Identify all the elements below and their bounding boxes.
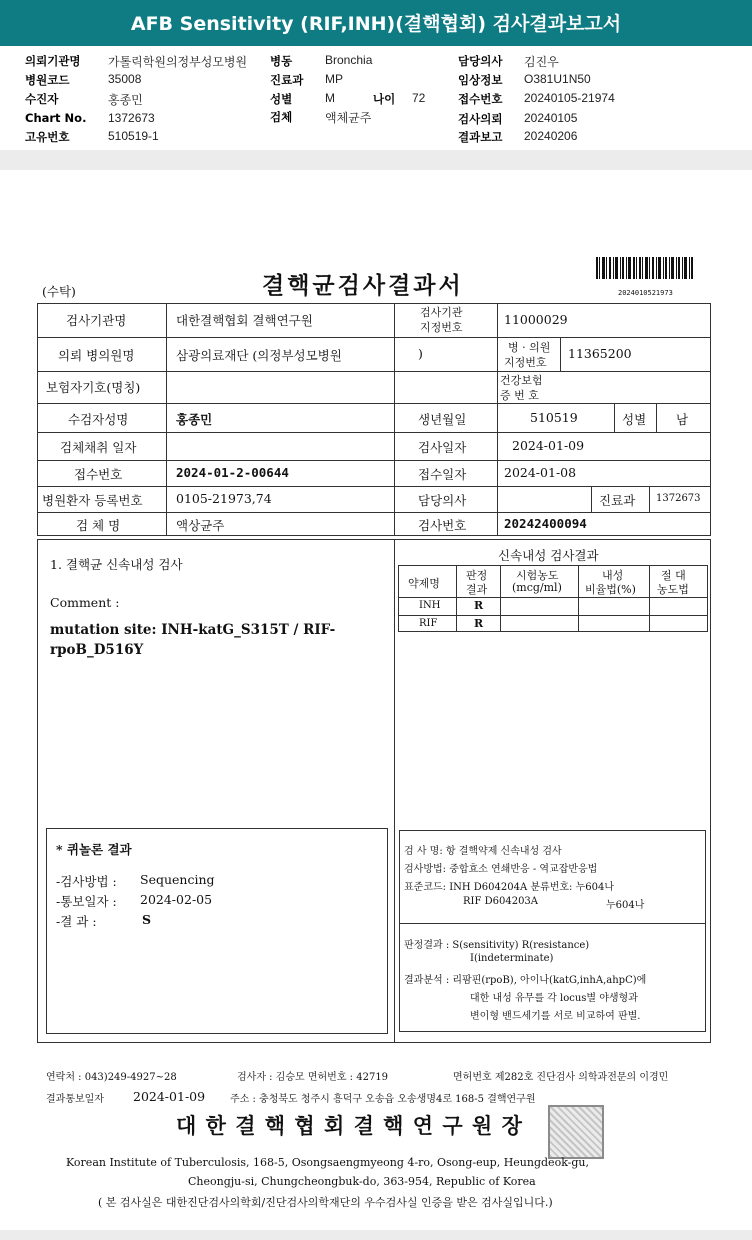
info-line: 누604나: [606, 900, 645, 911]
separator-band: [0, 150, 752, 170]
meta-label: Chart No.: [25, 111, 87, 125]
field-value: 남: [676, 412, 689, 427]
meta-value: 가톨릭학원의정부성모병원: [108, 55, 248, 69]
field-label: 검사번호: [418, 518, 467, 533]
section-heading: 1. 결핵균 신속내성 검사: [50, 557, 183, 572]
barcode-icon: [596, 257, 694, 287]
info-line: I(indeterminate): [470, 953, 554, 964]
field-value: 1372673: [656, 493, 701, 504]
info-line: 검사방법: 중합효소 연쇄반응 - 역교잡반응법: [404, 864, 598, 875]
results-title: 신속내성 검사결과: [498, 548, 599, 563]
info-line: 변이형 밴드세기를 서로 비교하여 판별.: [470, 1011, 641, 1022]
comment-label: Comment :: [50, 595, 120, 610]
field-label: 지정번호: [504, 356, 547, 369]
meta-label: 진료과: [270, 73, 304, 87]
col-header: 농도법: [657, 583, 689, 596]
info-line: 결과분석 : 리팜핀(rpoB), 아이나(katG,inhA,ahpC)에: [404, 975, 647, 986]
org-name: 대 한 결 핵 협 회 결 핵 연 구 원 장: [176, 1113, 523, 1138]
meta-label: 임상정보: [458, 73, 503, 87]
certification: ( 본 검사실은 대한진단검사의학회/진단검사의학재단의 우수검사실 인증을 받은 검사실입니다.): [98, 1196, 553, 1209]
drug-name: INH: [419, 600, 441, 611]
meta-value: O381U1N50: [524, 72, 591, 86]
seal-stamp-icon: [548, 1105, 604, 1159]
mutation-line: mutation site: INH-katG_S315T / RIF-: [50, 622, 336, 638]
col-header: 판정: [466, 569, 488, 582]
contact: 연락처 : 043)249-4927~28: [46, 1072, 177, 1083]
quinolone-label: -통보일자 :: [56, 894, 117, 909]
meta-value: 20240206: [524, 129, 578, 143]
judge-result: R: [474, 617, 484, 630]
col-header: 절 대: [661, 569, 686, 582]
address-en: Korean Institute of Tuberculosis, 168-5, Osongsaengmyeong 4-ro, Osong-eup, Heungdeok-gu,: [66, 1156, 590, 1169]
field-label: 병 · 의원: [508, 341, 551, 354]
copy-mark: (수탁): [42, 284, 76, 299]
address-en: Cheongju-si, Chungcheongbuk-do, 363-954, Republic of Korea: [188, 1175, 536, 1188]
info-line: RIF D604203A: [463, 896, 539, 907]
info-line: 대한 내성 유무를 각 locus별 야생형과: [470, 993, 638, 1004]
meta-value: 510519-1: [108, 129, 159, 143]
judge-result: R: [474, 599, 484, 612]
mutation-line: rpoB_D516Y: [50, 642, 144, 658]
field-label: 접수번호: [74, 467, 123, 482]
receipt-number: 2024-01-2-00644: [176, 465, 289, 480]
report-date-label: 결과통보일자: [46, 1094, 104, 1105]
field-label: 병원환자 등록번호: [42, 493, 143, 508]
meta-label: 고유번호: [25, 130, 70, 144]
field-value: 0105-21973,74: [176, 491, 272, 506]
document-title: 결핵균검사결과서: [262, 273, 464, 299]
field-value: 11365200: [568, 346, 632, 361]
meta-label: 검사의뢰: [458, 112, 503, 126]
meta-value: MP: [325, 72, 343, 86]
meta-value: 72: [412, 91, 426, 105]
address-ko: 주소 : 충청북도 청주시 흥덕구 오송읍 오송생명4로 168-5 결핵연구원: [230, 1094, 536, 1105]
field-label: 검사기관명: [66, 313, 127, 328]
field-value: 2024-01-09: [512, 438, 585, 453]
meta-value: Bronchia: [325, 53, 373, 67]
field-label: 수검자성명: [68, 412, 129, 427]
quinolone-label: -결 과 :: [56, 914, 97, 929]
meta-label: 병동: [270, 54, 293, 68]
report-title: AFB Sensitivity (RIF,INH)(결핵협회) 검사결과보고서: [130, 13, 622, 35]
field-label: 담당의사: [418, 493, 467, 508]
field-label: 접수일자: [418, 467, 467, 482]
barcode-number: 2024010521973: [618, 289, 673, 297]
field-label: 검체채취 일자: [60, 440, 137, 455]
meta-value: 1372673: [108, 111, 155, 125]
field-value: ): [418, 346, 423, 361]
meta-value: 홍종민: [108, 93, 143, 107]
quinolone-value: 2024-02-05: [140, 892, 213, 907]
quinolone-title: * 퀴놀론 결과: [56, 842, 132, 857]
meta-label: 나이: [373, 92, 396, 106]
col-header: 결과: [466, 583, 488, 596]
field-label: 의뢰 병의원명: [58, 348, 135, 363]
info-line: 판정결과 : S(sensitivity) R(resistance): [404, 940, 590, 951]
info-line: 표준코드: INH D604204A 분류번호: 누604나: [404, 882, 614, 893]
meta-label: 병원코드: [25, 73, 70, 87]
field-value: 대한결핵협회 결핵연구원: [176, 313, 313, 328]
field-label: 보험자기호(명칭): [46, 380, 141, 395]
quinolone-label: -검사방법 :: [56, 874, 117, 889]
meta-label: 검체: [270, 110, 293, 124]
field-label: 생년월일: [418, 412, 467, 427]
meta-label: 결과보고: [458, 130, 503, 144]
meta-value: 액체균주: [325, 111, 372, 125]
meta-label: 의뢰기관명: [25, 54, 81, 68]
field-value: 510519: [530, 410, 578, 425]
col-header: 시험농도: [516, 569, 559, 582]
field-label: 진료과: [599, 493, 636, 508]
scanned-report: [0, 170, 752, 1240]
quinolone-box: [46, 828, 388, 1034]
field-label: 검사기관: [420, 306, 463, 319]
field-value: 11000029: [504, 312, 568, 327]
col-header: 내성: [602, 569, 624, 582]
drug-name: RIF: [419, 618, 438, 629]
patient-name: 홍종민: [176, 412, 213, 427]
patient-meta: [0, 50, 752, 150]
report-date-value: 2024-01-09: [133, 1089, 206, 1104]
report-title-bar: [0, 0, 752, 46]
field-label: 건강보험: [500, 374, 543, 387]
field-label: 지정번호: [420, 321, 463, 334]
col-header: (mcg/ml): [512, 581, 562, 594]
meta-label: 접수번호: [458, 92, 503, 106]
info-line: 검 사 명: 항 결핵약제 신속내성 검사: [404, 846, 562, 857]
bottom-band: [0, 1230, 752, 1240]
quinolone-value: S: [142, 912, 152, 927]
meta-value: 35008: [108, 72, 142, 86]
meta-label: 담당의사: [458, 54, 503, 68]
examiner: 검사자 : 김승모 면허번호 : 42719: [237, 1072, 389, 1083]
field-value: 액상균주: [176, 518, 225, 533]
field-value: 삼광의료재단 (의정부성모병원: [176, 348, 342, 363]
test-number: 20242400094: [504, 516, 587, 531]
quinolone-value: Sequencing: [140, 872, 215, 887]
meta-value: M: [325, 91, 335, 105]
field-label: 증 번 호: [500, 389, 539, 402]
field-value: 2024-01-08: [504, 465, 577, 480]
field-label: 검 체 명: [76, 518, 121, 533]
license: 면허번호 제282호 진단검사 의학과전문의 이경민: [453, 1072, 669, 1083]
meta-label: 성별: [270, 92, 293, 106]
field-label: 성별: [622, 412, 647, 427]
meta-value: 20240105-21974: [524, 91, 615, 105]
field-label: 검사일자: [418, 440, 467, 455]
meta-value: 김진우: [524, 55, 559, 69]
col-header: 약제명: [408, 577, 440, 590]
meta-value: 20240105: [524, 111, 578, 125]
meta-label: 수진자: [25, 92, 59, 106]
col-header: 비율법(%): [585, 583, 636, 596]
